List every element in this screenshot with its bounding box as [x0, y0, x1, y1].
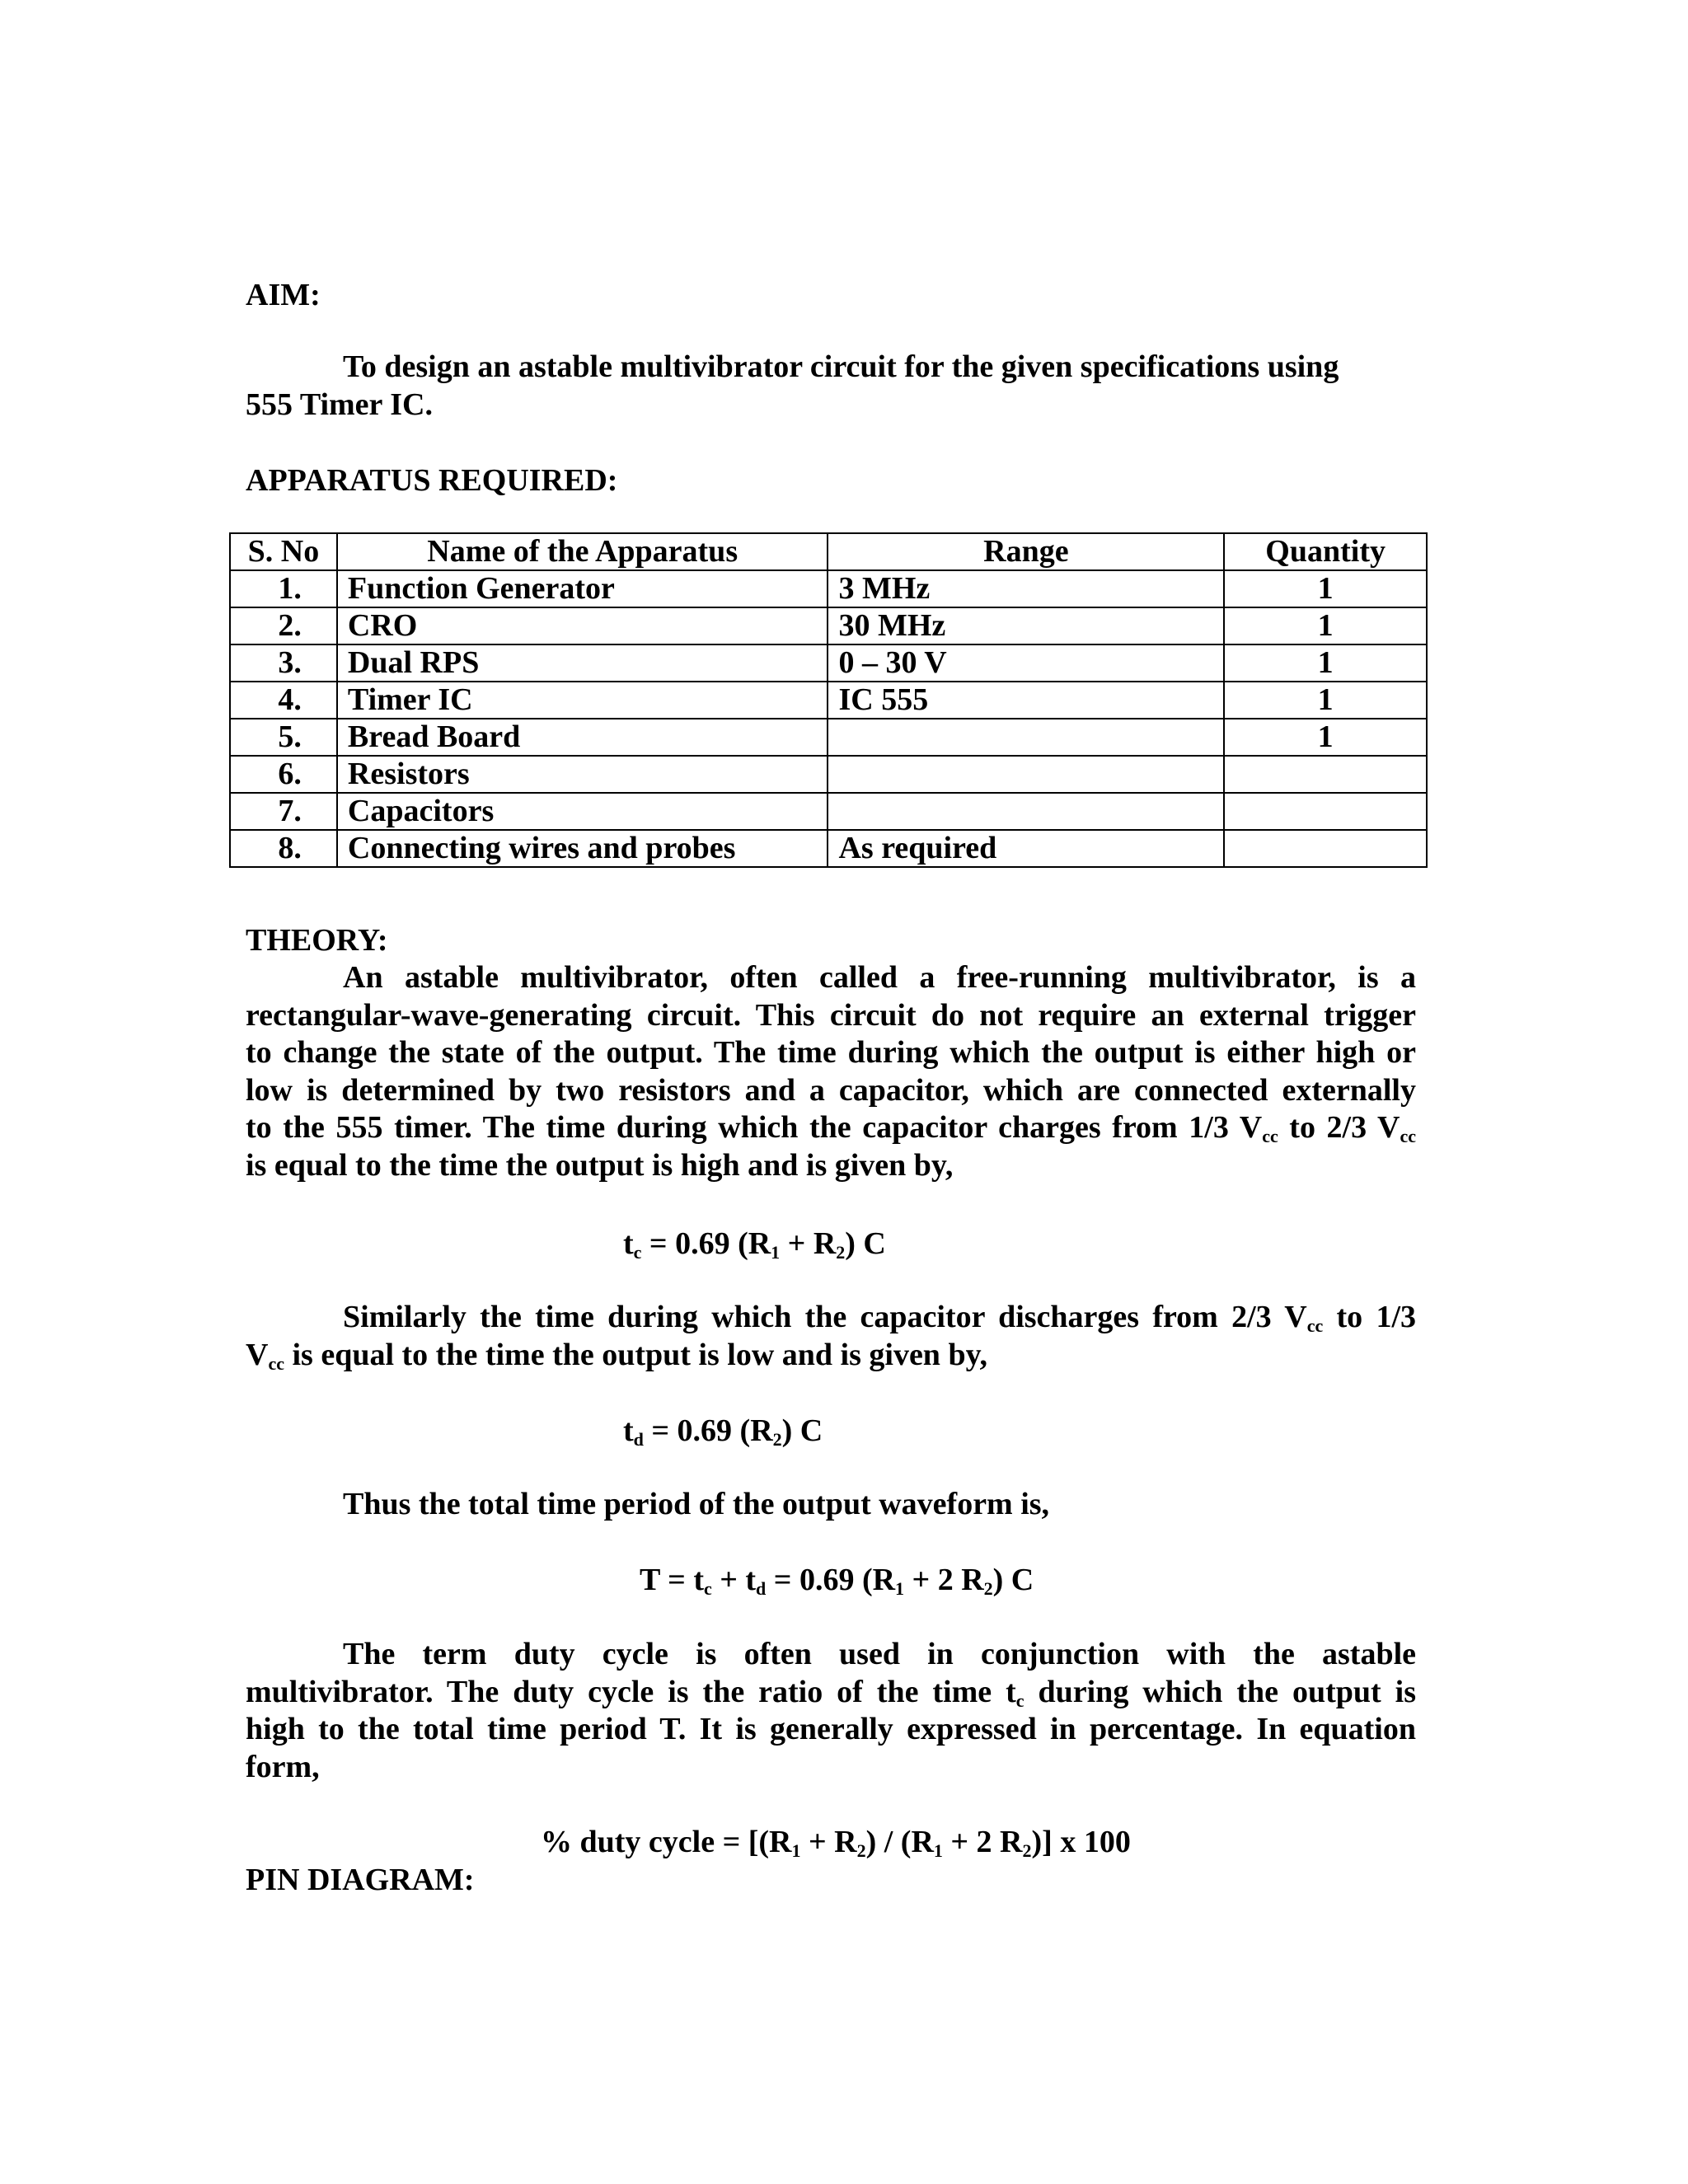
cell-range: As required	[828, 830, 1224, 867]
cell-range: 0 – 30 V	[828, 644, 1224, 682]
theory-p1-line4: low is determined by two resistors and a capacitor, which are connected externally	[246, 1072, 1416, 1108]
theory-p1-line5: to the 555 timer. The time during which the capacitor charges from 1/3 $V_{cc}$ to 2/3 $V_{cc}$	[246, 1110, 1416, 1146]
cell-name: Bread Board	[337, 719, 828, 756]
table-row	[230, 607, 1427, 644]
cell-quantity	[1224, 793, 1427, 830]
cell-sno: 6.	[230, 756, 337, 793]
cell-quantity: 1	[1224, 644, 1427, 682]
aim-text-line1: To design an astable multivibrator circuit for the given specifications using	[343, 349, 1339, 384]
col-header-sno: S. No	[230, 533, 337, 570]
cell-quantity	[1224, 830, 1427, 867]
cell-sno: 3.	[230, 644, 337, 682]
equation-charge-time: $t_c = 0.69$ $(R_1 + R_2)$ C	[623, 1226, 886, 1263]
cell-sno: 2.	[230, 607, 337, 644]
col-header-name: Name of the Apparatus	[337, 533, 828, 570]
aim-heading: AIM:	[246, 278, 321, 312]
cell-quantity: 1	[1224, 682, 1427, 719]
theory-p1-line3: to change the state of the output. The time during which the output is either high or	[246, 1035, 1416, 1070]
theory-p1-line1: An astable multivibrator, often called a free-running multivibrator, is a	[343, 960, 1416, 995]
cell-name: Function Generator	[337, 570, 828, 607]
table-row	[230, 570, 1427, 607]
theory-p1-line6: is equal to the time the output is high and is given by,	[246, 1147, 954, 1183]
theory-p1-line2: rectangular-wave-generating circuit. This circuit do not require an external trigger	[246, 997, 1416, 1033]
aim-text	[246, 349, 1416, 424]
cell-name: Capacitors	[337, 793, 828, 830]
table-row	[230, 756, 1427, 793]
cell-quantity: 1	[1224, 607, 1427, 644]
cell-range	[828, 719, 1224, 756]
cell-sno: 4.	[230, 682, 337, 719]
cell-name: Timer IC	[337, 682, 828, 719]
equation-duty-cycle: % duty cycle = [$(R_1 + R_2) / (R_1 + 2$ $R_2$)] x 100	[541, 1825, 1131, 1861]
table-row	[230, 793, 1427, 830]
table-header-row	[230, 533, 1427, 570]
equation-discharge-time: $t_d = 0.69$ $(R_2)$ C	[623, 1413, 823, 1450]
cell-range	[828, 793, 1224, 830]
table-row	[230, 719, 1427, 756]
cell-sno: 7.	[230, 793, 337, 830]
cell-sno: 8.	[230, 830, 337, 867]
cell-sno: 5.	[230, 719, 337, 756]
col-header-quantity: Quantity	[1224, 533, 1427, 570]
table-row	[230, 830, 1427, 867]
cell-range: 3 MHz	[828, 570, 1224, 607]
cell-quantity: 1	[1224, 570, 1427, 607]
aim-text-line2: 555 Timer IC.	[246, 387, 433, 422]
cell-quantity	[1224, 756, 1427, 793]
theory-paragraph-1	[246, 959, 1416, 1184]
cell-name: CRO	[337, 607, 828, 644]
table-row	[230, 644, 1427, 682]
equation-total-period: $T = t_c + t_d = 0.69$ ($R_1 + 2$ $R_2$) C	[640, 1563, 1034, 1599]
cell-range	[828, 756, 1224, 793]
table-row	[230, 682, 1427, 719]
pin-diagram-heading: PIN DIAGRAM:	[246, 1863, 475, 1897]
cell-name: Dual RPS	[337, 644, 828, 682]
cell-name: Connecting wires and probes	[337, 830, 828, 867]
cell-quantity: 1	[1224, 719, 1427, 756]
theory-paragraph-3: Thus the total time period of the output waveform is,	[343, 1487, 1050, 1521]
theory-paragraph-4: The term duty cycle is often used in conjunction with the astable multivibrator. The duty cycle is the ratio of the time $t_c$ during which the output is high to the total time period T. It is generally expressed in percentage. In equation form,	[246, 1637, 1416, 1784]
cell-range: IC 555	[828, 682, 1224, 719]
theory-heading: THEORY:	[246, 923, 388, 958]
apparatus-heading: APPARATUS REQUIRED:	[246, 463, 618, 498]
apparatus-table	[229, 532, 1428, 868]
cell-name: Resistors	[337, 756, 828, 793]
cell-sno: 1.	[230, 570, 337, 607]
col-header-range: Range	[828, 533, 1224, 570]
theory-paragraph-2: Similarly the time during which the capacitor discharges from 2/3 $V_{cc}$ to 1/3 $V_{cc}$ is equal to the time the output is low and is given by,	[246, 1300, 1416, 1374]
cell-range: 30 MHz	[828, 607, 1224, 644]
